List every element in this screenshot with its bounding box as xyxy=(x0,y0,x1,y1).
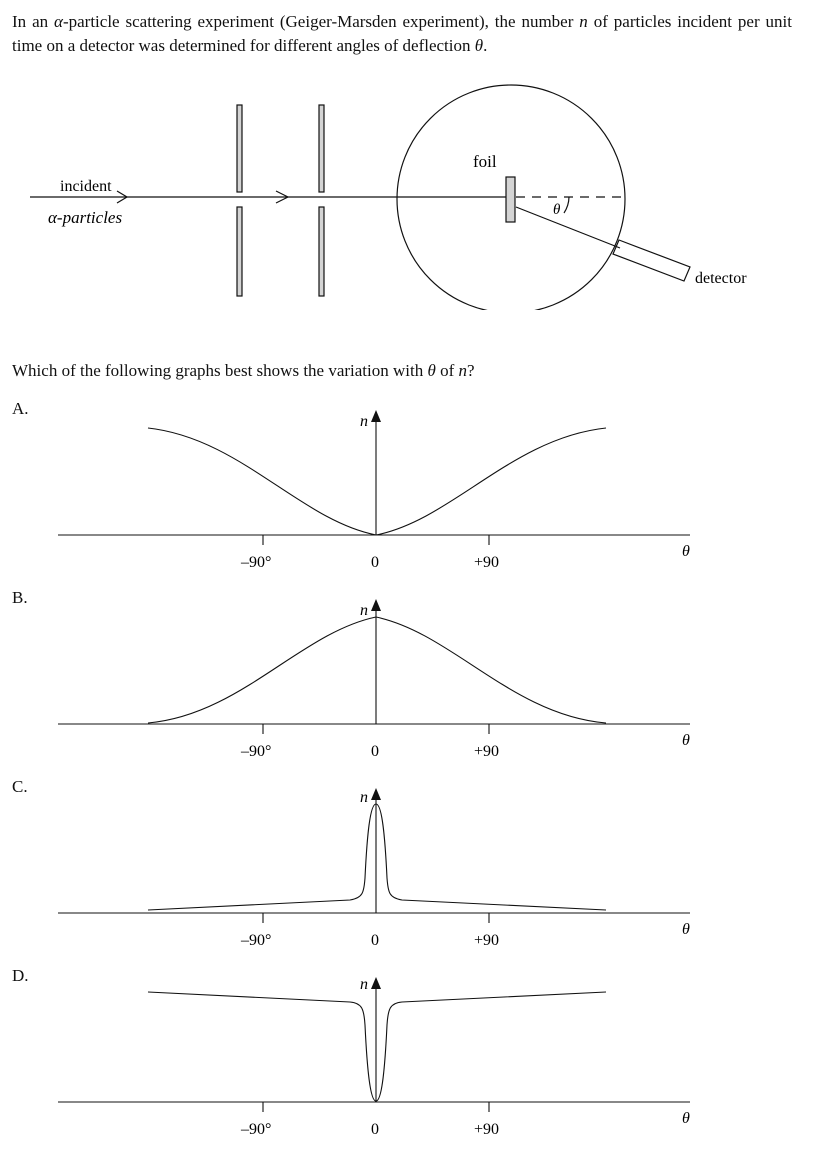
scattered-path xyxy=(516,207,620,248)
angle-label: θ xyxy=(553,202,561,218)
n-symbol: n xyxy=(579,12,588,31)
graph-c[interactable] xyxy=(0,778,820,968)
option-d-label[interactable]: D. xyxy=(12,966,29,985)
tick-zero-label: 0 xyxy=(371,554,379,571)
y-axis-label: n xyxy=(360,413,368,430)
y-arrow-icon xyxy=(371,788,381,800)
curve-c xyxy=(148,804,606,910)
tick-zero-label: 0 xyxy=(371,743,379,760)
collimator-1-bottom xyxy=(237,207,242,296)
detector-label: detector xyxy=(695,270,747,287)
incident-label: incident xyxy=(60,178,112,195)
option-c-label[interactable]: C. xyxy=(12,777,28,796)
tick-right-label: +90 xyxy=(474,743,500,760)
tick-left-label: –90° xyxy=(241,743,272,760)
theta-symbol: θ xyxy=(474,36,484,55)
y-axis-label: n xyxy=(360,602,368,619)
curve-a xyxy=(148,428,606,535)
y-axis-label: n xyxy=(360,976,368,993)
graph-a[interactable] xyxy=(0,400,820,590)
option-b-label[interactable]: B. xyxy=(12,588,28,607)
tick-left-label: –90° xyxy=(241,1121,272,1138)
tick-right-label: +90 xyxy=(474,932,500,949)
collimator-2-bottom xyxy=(319,207,324,296)
collimator-1-top xyxy=(237,105,242,192)
alpha-symbol: α xyxy=(54,12,63,31)
tick-zero-label: 0 xyxy=(371,932,379,949)
detector-tube xyxy=(613,240,690,281)
question-intro: In an α-particle scattering experiment (Geiger-Marsden experiment), the number n of particles incident per unit time on a detector was determined for different angles of deflection θ. xyxy=(12,12,792,55)
question-prompt: Which of the following graphs best shows the variation with θ of n? xyxy=(12,361,475,380)
collimator-2-top xyxy=(319,105,324,192)
tick-left-label: –90° xyxy=(241,932,272,949)
apparatus-diagram xyxy=(0,70,820,310)
y-arrow-icon xyxy=(371,410,381,422)
particles-label: α-particles xyxy=(48,208,123,227)
y-arrow-icon xyxy=(371,599,381,611)
foil xyxy=(506,177,515,222)
graph-d[interactable] xyxy=(0,967,820,1157)
y-axis-label: n xyxy=(360,789,368,806)
option-a-label[interactable]: A. xyxy=(12,399,29,418)
x-axis-label: θ xyxy=(682,543,690,560)
tick-zero-label: 0 xyxy=(371,1121,379,1138)
y-arrow-icon xyxy=(371,977,381,989)
curve-b xyxy=(148,617,606,723)
foil-label: foil xyxy=(473,152,497,171)
graph-b[interactable] xyxy=(0,589,820,779)
tick-right-label: +90 xyxy=(474,554,500,571)
tick-left-label: –90° xyxy=(241,554,272,571)
x-axis-label: θ xyxy=(682,732,690,749)
angle-arc xyxy=(564,197,569,213)
curve-d xyxy=(148,992,606,1101)
x-axis-label: θ xyxy=(682,921,690,938)
tick-right-label: +90 xyxy=(474,1121,500,1138)
x-axis-label: θ xyxy=(682,1110,690,1127)
